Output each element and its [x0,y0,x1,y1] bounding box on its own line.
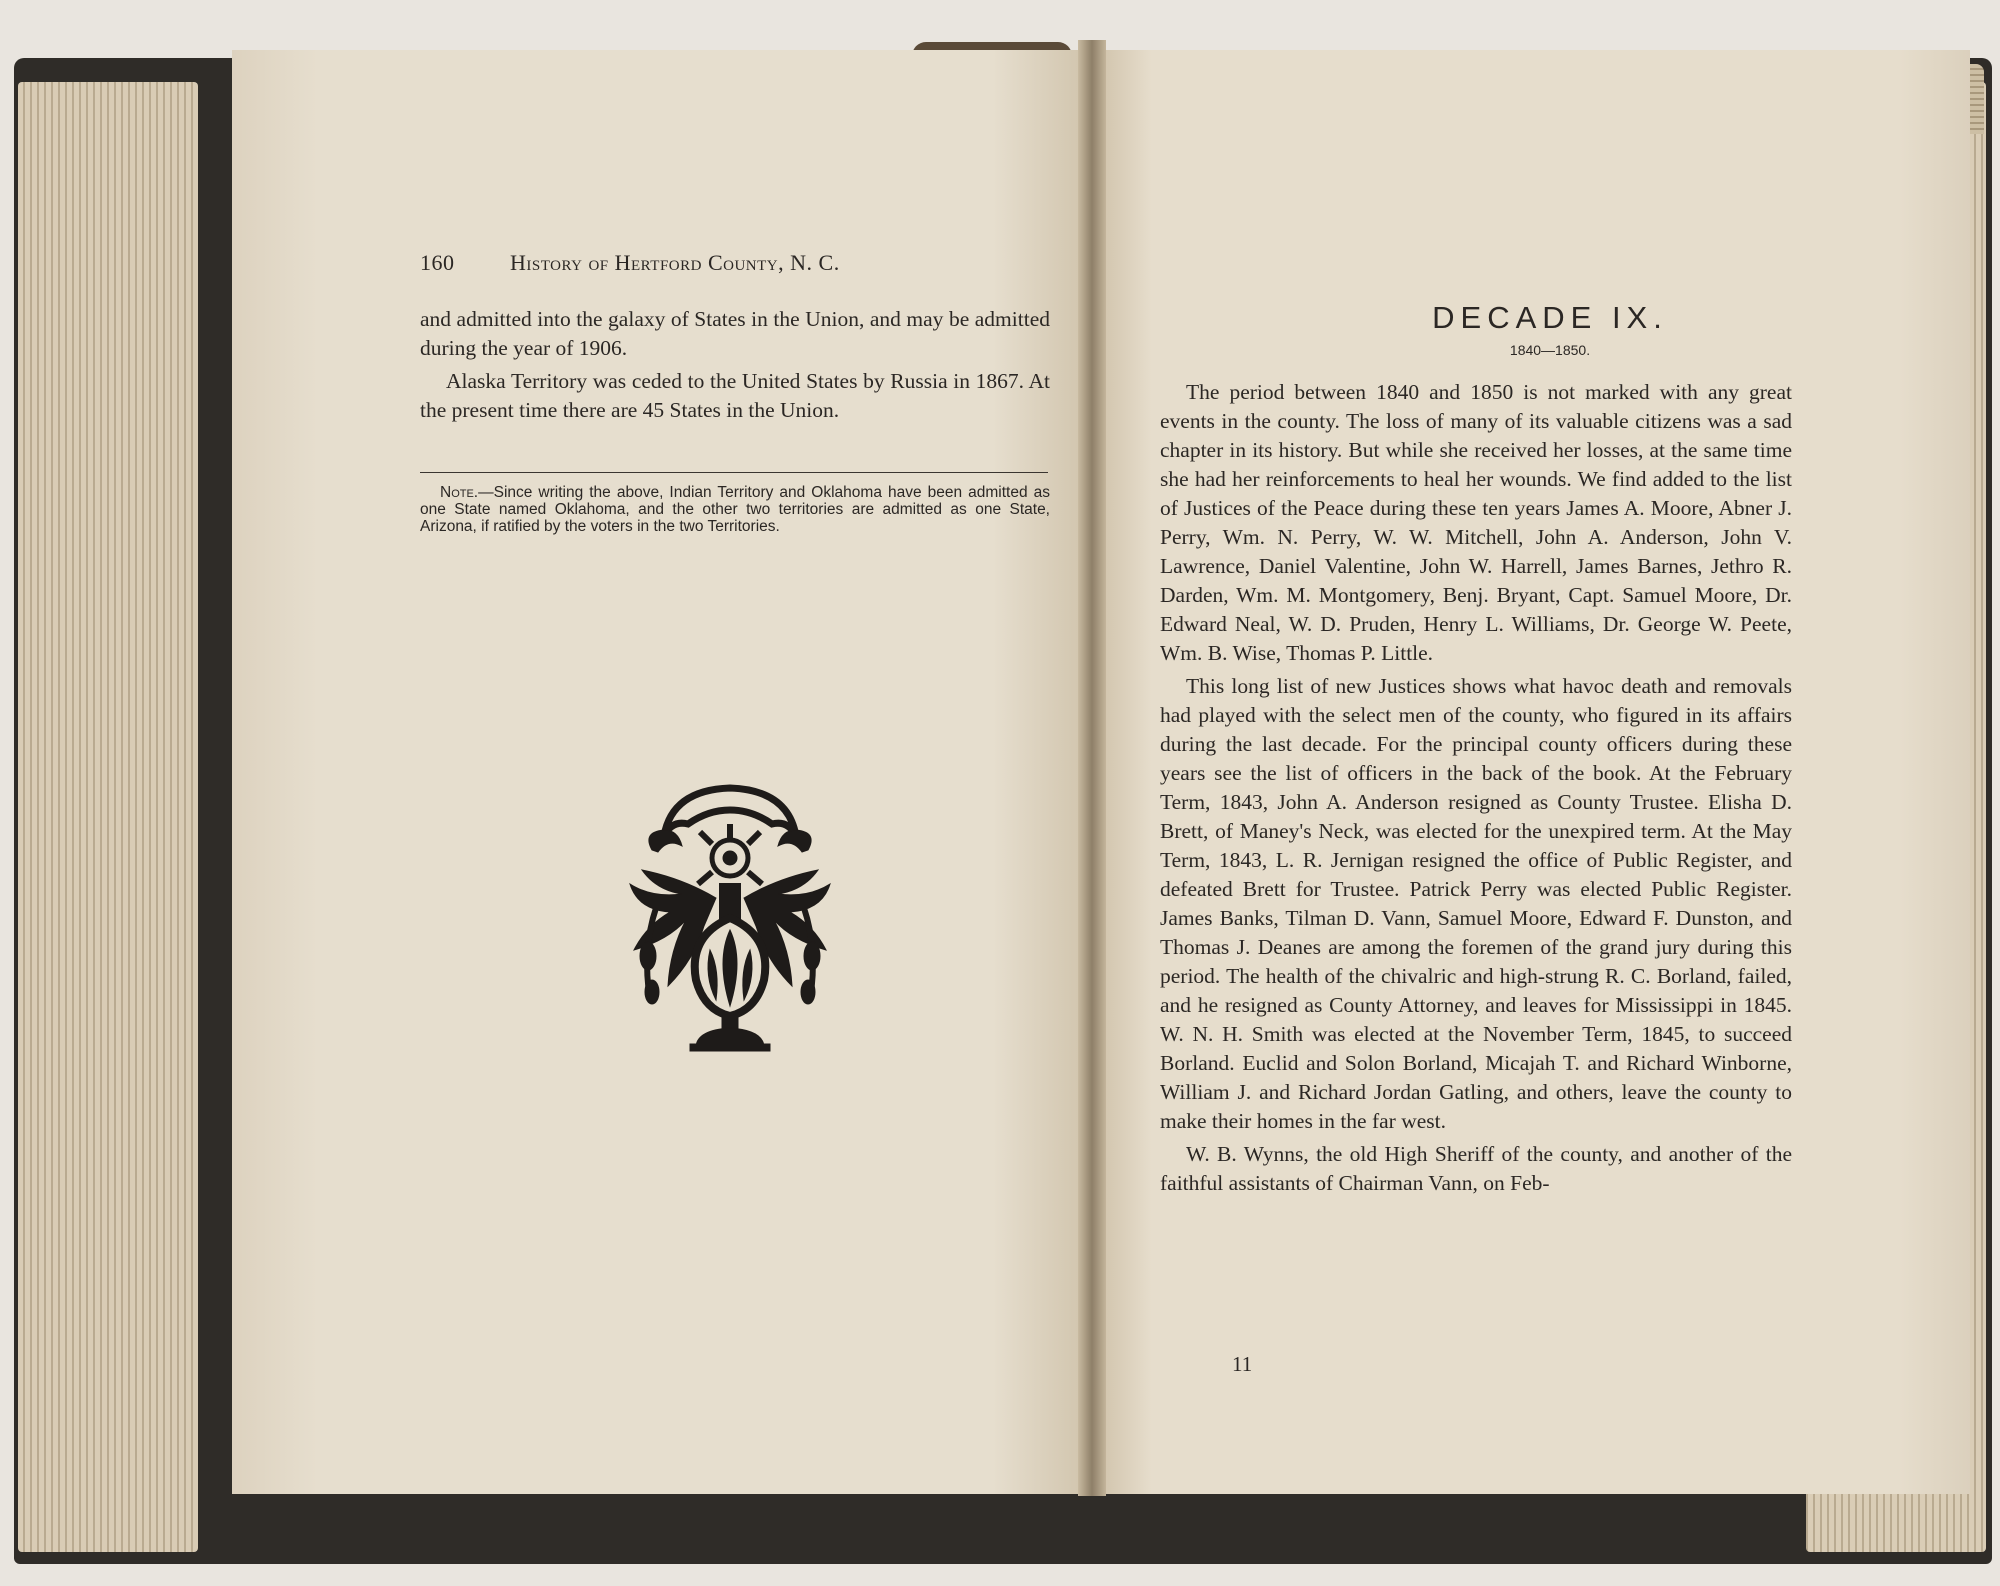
chapter-title: DECADE IX. [1432,300,1668,335]
page-edges-left [18,82,198,1552]
footnote-label: Note. [440,484,479,501]
paragraph: and admitted into the galaxy of States in the Union, and may be admitted during the year of 1906. [420,307,1050,360]
page-number: 160 [420,250,455,275]
footnote-text: —Since writing the above, Indian Territory and Oklahoma have been admitted as one State named Oklahoma, and the other two territories are admitted as one State, Arizona, if ratified by the voters in the two Territories. [420,484,1050,535]
running-head-title: History of Hertford County, N. C. [510,250,840,275]
running-head [420,250,1050,276]
left-body-text [420,305,1050,425]
paragraph: W. B. Wynns, the old High Sheriff of the county, and another of the faithful assistants of Chairman Vann, on Feb- [1160,1142,1792,1195]
right-body-text [1160,378,1792,1198]
vase-with-flowers-ornament-icon [612,780,848,1052]
footnote-rule [420,472,1048,473]
paragraph: The period between 1840 and 1850 is not marked with any great events in the county. The loss of many of its valuable citizens was a sad chapter in its history. But while she received her losses, at the same time she had her reinforcements to heal her wounds. We find added to the list of Justices of the Peace during these ten years James A. Moore, Abner J. Perry, Wm. N. Perry, W. W. Mitchell, John A. Anderson, John V. Lawrence, Daniel Valentine, John W. Harrell, James Barnes, Jethro R. Darden, Wm. M. Montgomery, Benj. Bryant, Capt. Samuel Moore, Dr. Edward Neal, W. D. Pruden, Henry L. Williams, Dr. George W. Peete, Wm. B. Wise, Thomas P. Little. [1160,380,1792,665]
chapter-years: 1840—1850. [1509,342,1591,358]
paragraph: Alaska Territory was ceded to the United States by Russia in 1867. At the present time there are 45 States in the Union. [420,369,1050,422]
footnote [420,484,1050,535]
paragraph: This long list of new Justices shows what havoc death and removals had played with the select men of the county, who figured in its affairs during the last decade. For the principal county officers during these years see the list of officers in the back of the book. At the February Term, 1843, John A. Anderson resigned as County Trustee. Elisha D. Brett, of Maney's Neck, was elected for the unexpired term. At the May Term, 1843, L. R. Jernigan resigned the office of Public Register, and defeated Brett for Trustee. Patrick Perry was elected Public Register. James Banks, Tilman D. Vann, Samuel Moore, Edward F. Dunston, and Thomas J. Deanes are among the foremen of the grand jury during this period. The health of the chivalric and high-strung R. C. Borland, failed, and he resigned as County Attorney, and leaves for Mississippi in 1845. W. N. H. Smith was elected at the November Term, 1845, to succeed Borland. Euclid and Solon Borland, Micajah T. and Richard Winborne, William J. and Richard Jordan Gatling, and others, leave the county to make their homes in the far west. [1160,674,1792,1133]
book-gutter [1078,40,1106,1496]
signature-mark: 11 [1232,1352,1253,1376]
